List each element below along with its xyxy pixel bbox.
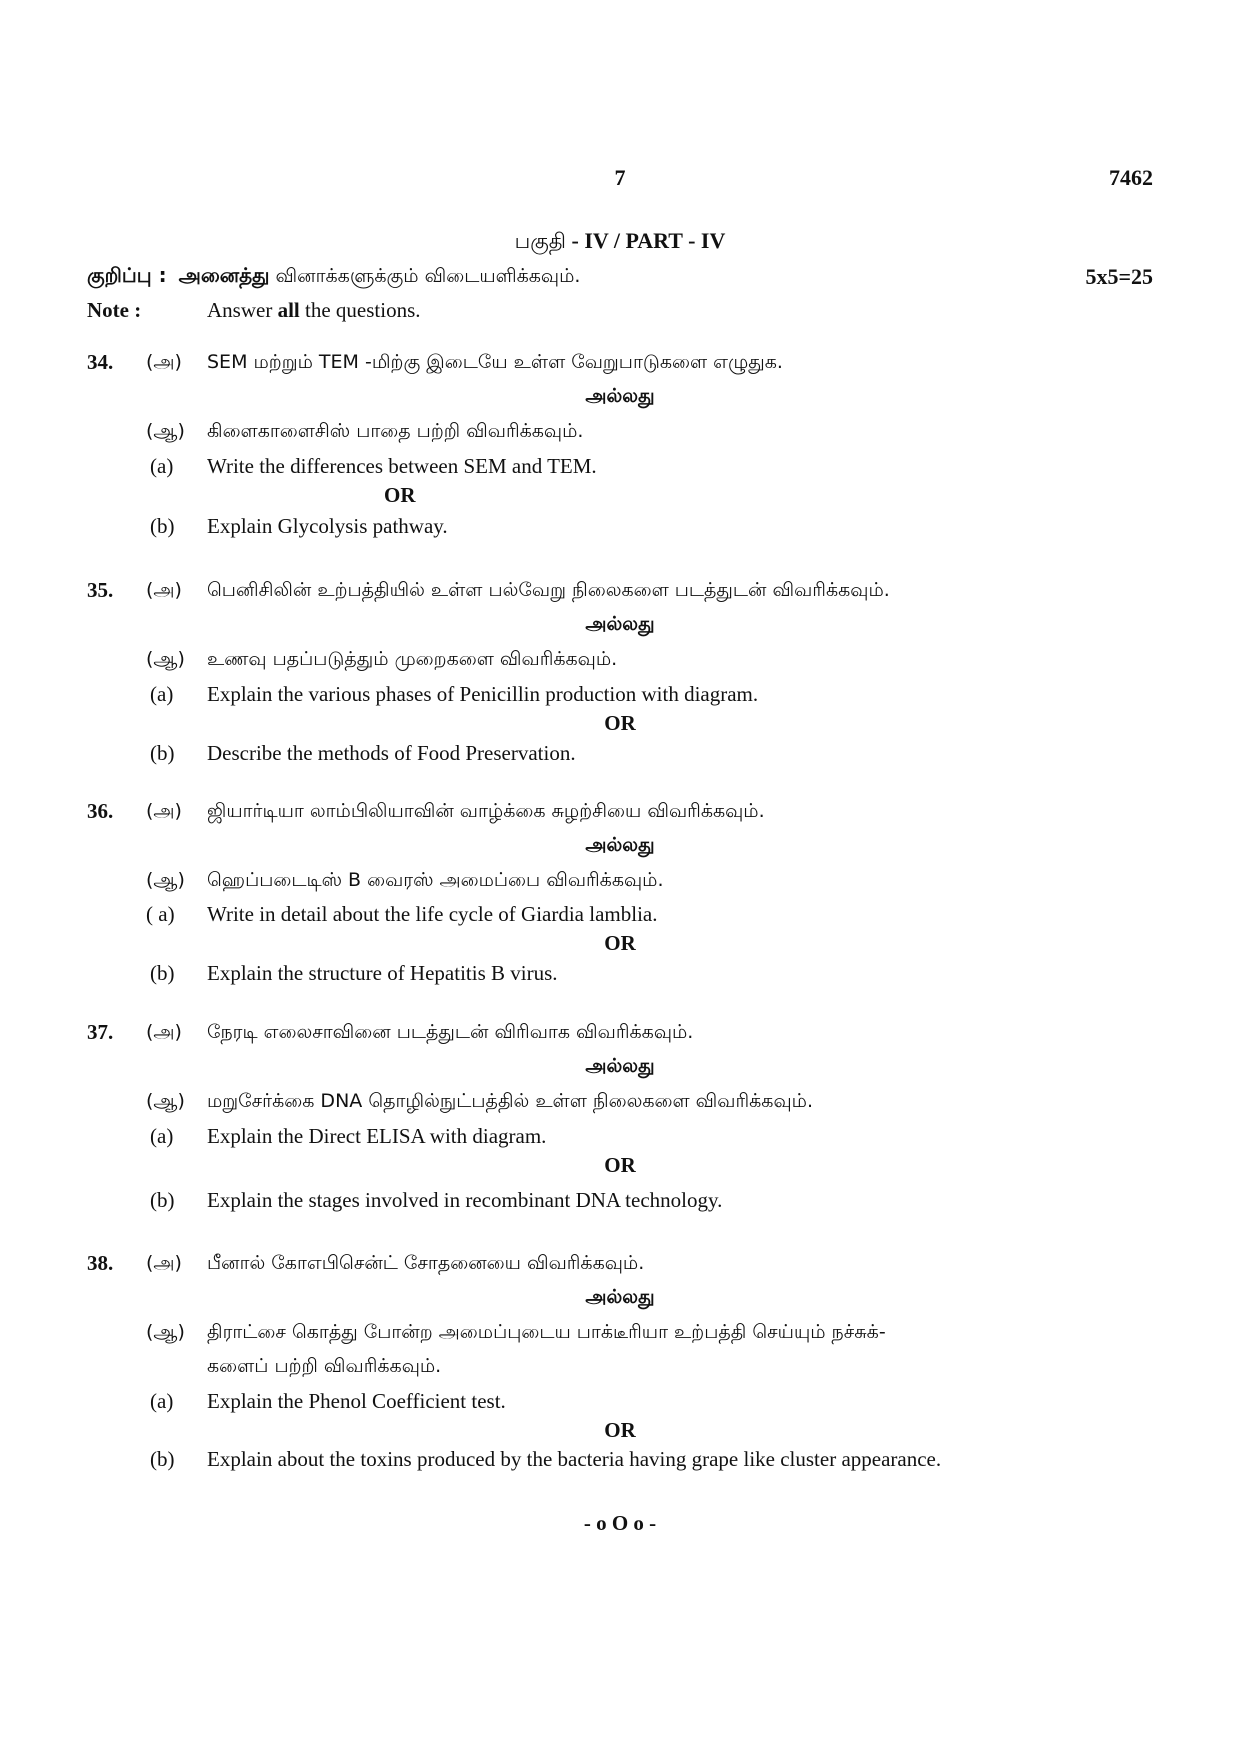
question-number: 38. bbox=[87, 1251, 114, 1275]
label-ta-a: (அ) bbox=[146, 1021, 182, 1043]
label-en-a: (a) bbox=[150, 454, 174, 478]
label-en-b: (b) bbox=[150, 1447, 175, 1471]
question-number: 37. bbox=[87, 1020, 114, 1044]
label-ta-b: (ஆ) bbox=[146, 1090, 185, 1112]
note-tamil-text: வினாக்களுக்கும் விடையளிக்கவும். bbox=[269, 265, 581, 287]
label-ta-b: (ஆ) bbox=[146, 648, 185, 670]
question-ta-b: கிளைகாளைசிஸ் பாதை பற்றி விவரிக்கவும். bbox=[207, 420, 584, 442]
label-en-a: (a) bbox=[150, 1124, 174, 1148]
or-en: OR bbox=[604, 1153, 636, 1177]
or-tamil: அல்லது bbox=[585, 385, 655, 407]
question-en-b: Explain the stages involved in recombinant DNA technology. bbox=[207, 1188, 723, 1212]
label-ta-b: (ஆ) bbox=[146, 420, 185, 442]
label-ta-b: (ஆ) bbox=[146, 869, 185, 891]
question-en-b: Explain about the toxins produced by the bacteria having grape like cluster appearance. bbox=[207, 1447, 942, 1471]
label-en-a: (a) bbox=[150, 1389, 174, 1413]
question-ta-b: உணவு பதப்படுத்தும் முறைகளை விவரிக்கவும். bbox=[207, 648, 618, 670]
label-ta-b: (ஆ) bbox=[146, 1321, 185, 1343]
question-en-b: Describe the methods of Food Preservation. bbox=[207, 741, 576, 765]
page-number: 7 bbox=[614, 165, 626, 190]
or-en: OR bbox=[604, 931, 636, 955]
question-ta-b: ஹெப்படைடிஸ் B வைரஸ் அமைப்பை விவரிக்கவும். bbox=[207, 869, 664, 891]
question-ta-a: பெனிசிலின் உற்பத்தியில் உள்ள பல்வேறு நிலைகளை படத்துடன் விவரிக்கவும். bbox=[207, 579, 890, 601]
note-tamil bbox=[87, 263, 580, 290]
part-title-rest: - IV / PART - IV bbox=[566, 228, 726, 253]
label-en-b: (b) bbox=[150, 741, 175, 765]
part-title-tamil: பகுதி bbox=[514, 229, 566, 253]
or-tamil: அல்லது bbox=[585, 834, 655, 856]
question-number: 36. bbox=[87, 799, 114, 823]
label-ta-a: (அ) bbox=[146, 1252, 182, 1274]
label-ta-a: (அ) bbox=[146, 800, 182, 822]
or-en: OR bbox=[384, 483, 416, 507]
marks: 5x5=25 bbox=[1085, 264, 1153, 289]
label-en-b: (b) bbox=[150, 961, 175, 985]
question-en-a: Explain the various phases of Penicillin production with diagram. bbox=[207, 682, 759, 706]
label-en-a: (a) bbox=[150, 682, 174, 706]
question-number: 35. bbox=[87, 578, 114, 602]
question-ta-b: மறுசேர்க்கை DNA தொழில்நுட்பத்தில் உள்ள நிலைகளை விவரிக்கவும். bbox=[207, 1090, 813, 1112]
or-tamil: அல்லது bbox=[585, 1055, 655, 1077]
or-tamil: அல்லது bbox=[585, 613, 655, 635]
question-en-a: Write in detail about the life cycle of Giardia lamblia. bbox=[207, 902, 658, 926]
question-ta-a: SEM மற்றும் TEM -மிற்கு இடையே உள்ள வேறுபாடுகளை எழுதுக. bbox=[207, 351, 783, 373]
end-mark: - o O o - bbox=[583, 1511, 657, 1535]
question-ta-b-line1: திராட்சை கொத்து போன்ற அமைப்புடைய பாக்டீரியா உற்பத்தி செய்யும் நச்சுக்- bbox=[207, 1321, 886, 1343]
label-en-b: (b) bbox=[150, 514, 175, 538]
note-en-text: Answer all the questions. bbox=[207, 298, 421, 322]
label-ta-a: (அ) bbox=[146, 579, 182, 601]
question-ta-a: ஜியார்டியா லாம்பிலியாவின் வாழ்க்கை சுழற்சியை விவரிக்கவும். bbox=[207, 800, 765, 822]
note-tamil-bold-word: அனைத்து bbox=[178, 263, 270, 287]
or-en: OR bbox=[604, 711, 636, 735]
question-en-b: Explain the structure of Hepatitis B virus. bbox=[207, 961, 558, 985]
or-tamil: அல்லது bbox=[585, 1286, 655, 1308]
question-en-a: Explain the Phenol Coefficient test. bbox=[207, 1389, 506, 1413]
question-en-a: Explain the Direct ELISA with diagram. bbox=[207, 1124, 547, 1148]
or-en: OR bbox=[604, 1418, 636, 1442]
note-tamil-label: குறிப்பு : bbox=[87, 263, 167, 287]
label-en-a: ( a) bbox=[146, 902, 175, 926]
label-en-b: (b) bbox=[150, 1188, 175, 1212]
question-en-b: Explain Glycolysis pathway. bbox=[207, 514, 448, 538]
label-ta-a: (அ) bbox=[146, 351, 182, 373]
question-number: 34. bbox=[87, 350, 114, 374]
question-en-a: Write the differences between SEM and TEM. bbox=[207, 454, 597, 478]
note-en-label: Note : bbox=[87, 298, 142, 322]
question-ta-a: நேரடி எலைசாவினை படத்துடன் விரிவாக விவரிக்கவும். bbox=[207, 1021, 694, 1043]
paper-code: 7462 bbox=[1109, 165, 1153, 190]
question-ta-a: பீனால் கோஎபிசென்ட் சோதனையை விவரிக்கவும். bbox=[207, 1252, 645, 1274]
part-title bbox=[0, 228, 1240, 256]
question-ta-b-line2: களைப் பற்றி விவரிக்கவும். bbox=[207, 1355, 442, 1377]
